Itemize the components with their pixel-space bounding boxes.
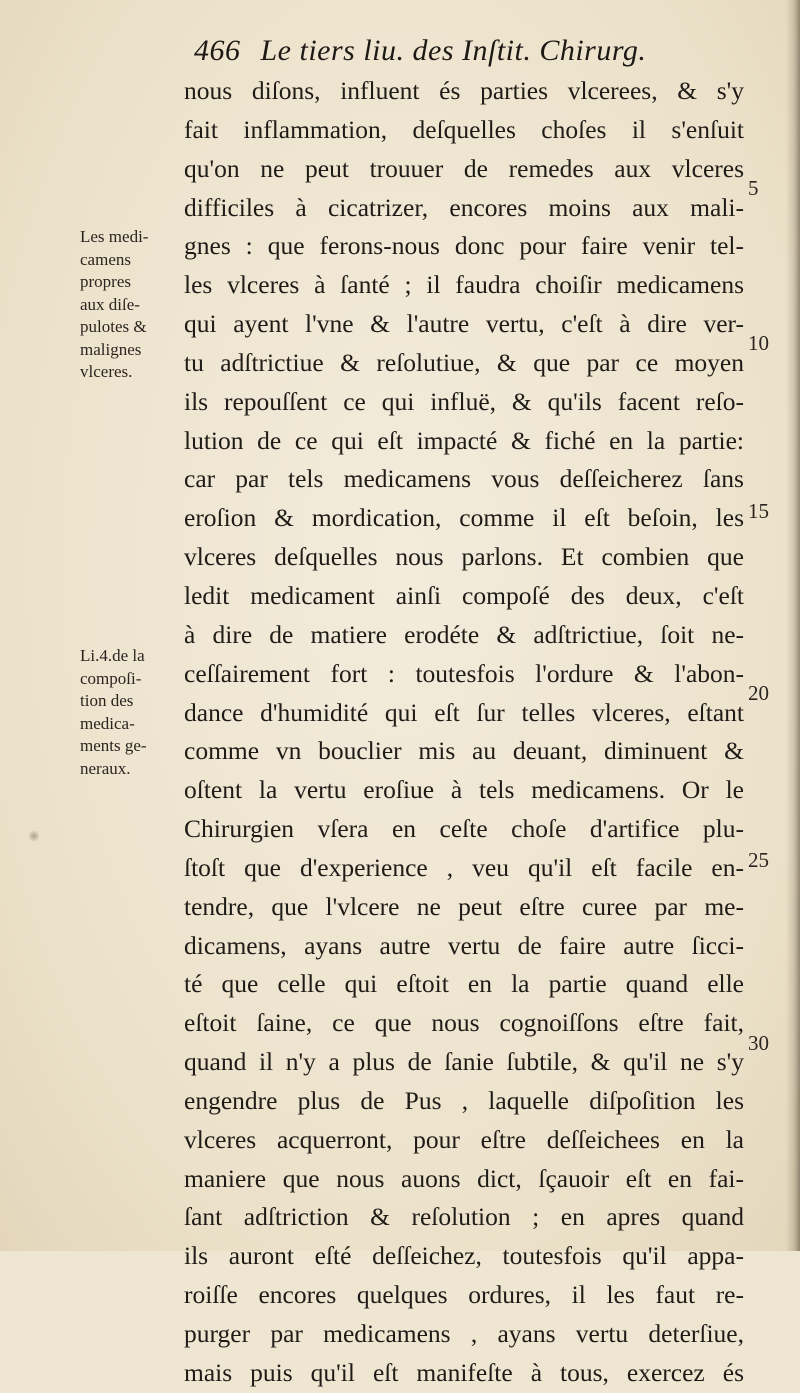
text-line: roiſſe encores quelques ordures, il les faut re- xyxy=(184,1280,744,1310)
text-line: ils auront eſté deſſeichez, toutesfois qu'il appa- xyxy=(184,1241,744,1271)
running-header xyxy=(194,34,646,68)
text-line: vlceres deſquelles nous parlons. Et combien que xyxy=(184,542,744,572)
margin-note-line: tion des xyxy=(80,691,134,710)
text-line: comme vn bouclier mis au deuant, diminuent & xyxy=(184,736,744,766)
text-line: ceſſairement fort : toutesfois l'ordure & l'abon- xyxy=(184,658,744,688)
text-line: qui ayent l'vne & l'autre vertu, c'eſt à dire ver- xyxy=(184,309,744,339)
margin-note-line: Les medi- xyxy=(80,227,149,246)
text-line: mais puis qu'il eſt manifeſte à tous, exercez és xyxy=(184,1357,744,1387)
margin-note-line: neraux. xyxy=(80,758,131,778)
margin-note-line: ments ge- xyxy=(80,736,147,755)
text-line: eſtoit ſaine, ce que nous cognoiſſons eſtre fait, xyxy=(184,1008,744,1038)
text-line: les vlceres à ſanté ; il faudra choiſir medicamens xyxy=(184,270,744,300)
text-line: tu adſtrictiue & reſolutiue, & que par ce moyen xyxy=(184,347,744,377)
text-line: oſtent la vertu eroſiue à tels medicamens. Or le xyxy=(184,775,744,805)
text-line: nous diſons, influent és parties vlcerees, & s'y xyxy=(184,76,744,105)
line-number: 20 xyxy=(748,681,769,705)
margin-note-line: aux diſe- xyxy=(80,294,140,314)
margin-note-reference xyxy=(80,645,147,780)
text-line: dicamens, ayans autre vertu de faire autre ſicci- xyxy=(184,930,744,960)
text-line: difficiles à cicatrizer, encores moins aux mali- xyxy=(184,192,744,222)
text-line: Chirurgien vſera en ceſte choſe d'artifice plu- xyxy=(184,814,744,844)
page-gutter-shadow xyxy=(786,0,800,1251)
text-line: purger par medicamens , ayans vertu deterſiue, xyxy=(184,1319,744,1348)
line-number: 25 xyxy=(748,848,769,872)
text-line: ledit medicament ainſi compoſé des deux, c'eſt xyxy=(184,580,744,610)
running-title: Le tiers liu. des Inſtit. Chirurg. xyxy=(260,34,647,67)
text-line: vlceres acquerront, pour eſtre deſſeichees en la xyxy=(184,1124,744,1154)
margin-note-line: camens xyxy=(80,249,131,269)
margin-note-line: pulotes & xyxy=(80,317,147,336)
margin-note-line: compoſi- xyxy=(80,668,142,688)
margin-note-medicaments xyxy=(80,226,148,384)
text-line: gnes : que ferons-nous donc pour faire venir tel- xyxy=(184,231,744,261)
text-line: à dire de matiere erodéte & adſtrictiue, ſoit ne- xyxy=(184,619,744,649)
margin-note-line: medica- xyxy=(80,713,135,733)
margin-note-line: propres xyxy=(80,272,131,291)
text-line: ſant adſtriction & reſolution ; en apres quand xyxy=(184,1202,744,1232)
text-line: té que celle qui eſtoit en la partie quand elle xyxy=(184,969,744,999)
line-number: 10 xyxy=(748,331,769,355)
line-number: 15 xyxy=(748,499,769,523)
text-line: engendre plus de Pus , laquelle diſpoſition les xyxy=(184,1085,744,1115)
text-line: ſtoſt que d'experience , veu qu'il eſt facile en- xyxy=(184,852,744,882)
margin-note-line: malignes xyxy=(80,339,142,359)
line-number: 30 xyxy=(748,1031,769,1055)
paper-speck xyxy=(28,830,40,842)
text-line: ils repouſſent ce qui influë, & qu'ils facent reſo- xyxy=(184,386,744,416)
body-text xyxy=(184,72,744,1393)
text-line: tendre, que l'vlcere ne peut eſtre curee par me- xyxy=(184,891,744,921)
text-line: maniere que nous auons dict, ſçauoir eſt en fai- xyxy=(184,1163,744,1193)
text-line: quand il n'y a plus de ſanie ſubtile, & qu'il ne s'y xyxy=(184,1047,744,1077)
page-number: 466 xyxy=(194,34,241,67)
text-line: car par tels medicamens vous deſſeicherez ſans xyxy=(184,464,744,494)
text-line: lution de ce qui eſt impacté & fiché en la partie: xyxy=(184,425,744,455)
text-line: fait inflammation, deſquelles choſes il s'enſuit xyxy=(184,114,744,144)
margin-note-line: Li.4.de la xyxy=(80,646,145,665)
line-number: 5 xyxy=(748,176,759,200)
text-line: qu'on ne peut trouuer de remedes aux vlceres xyxy=(184,153,744,183)
margin-note-line: vlceres. xyxy=(80,362,133,381)
text-line: eroſion & mordication, comme il eſt beſoin, les xyxy=(184,503,744,533)
text-line: dance d'humidité qui eſt ſur telles vlceres, eſtant xyxy=(184,697,744,727)
